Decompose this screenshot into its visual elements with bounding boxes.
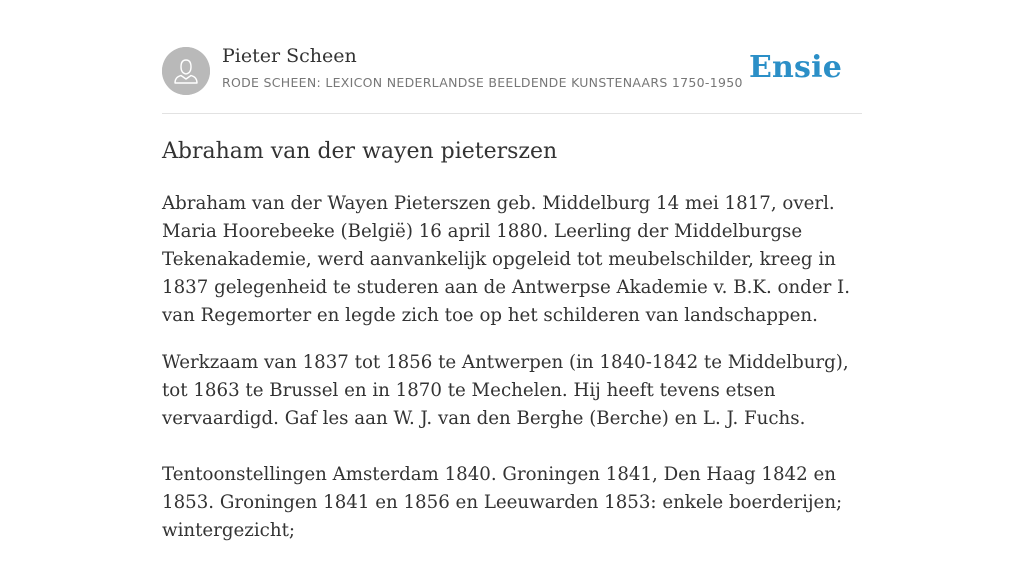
article-header — [162, 0, 862, 114]
page-container — [162, 0, 862, 541]
article-title: Abraham van der wayen pieterszen — [162, 139, 558, 164]
paragraph: Tentoonstellingen Amsterdam 1840. Groningen 1841, Den Haag 1842 en 1853. Groningen 1841 en 1856 en Leeuwarden 1853: enkele boerderijen; wintergezicht; — [162, 464, 843, 541]
article-body — [162, 190, 862, 564]
avatar-graphic — [162, 47, 210, 95]
source-name[interactable]: RODE SCHEEN: LEXICON NEDERLANDSE BEELDENDE KUNSTENAARS 1750-1950 — [222, 75, 743, 90]
person-icon[interactable] — [162, 47, 210, 95]
paragraph: Abraham van der Wayen Pieterszen geb. Middelburg 14 mei 1817, overl. Maria Hoorebeeke (België) 16 april 1880. Leerling der Middelburgse Tekenakademie, werd aanvankelijk opgeleid tot meubelschilder, kreeg in 1837 gelegenheid te studeren aan de Antwerpse Akademie v. B.K. onder I. van Regemorter en legde zich toe op het schilderen van landschappen. — [162, 193, 851, 326]
author-name[interactable]: Pieter Scheen — [222, 45, 357, 67]
paragraph: Werkzaam van 1837 tot 1856 te Antwerpen (in 1840-1842 te Middelburg), tot 1863 te Brussel en in 1870 te Mechelen. Hij heeft tevens etsen vervaardigd. Gaf les aan W. J. van den Berghe (Berche) en L. J. Fuchs. — [162, 352, 849, 429]
ensie-logo[interactable]: Ensie — [748, 50, 842, 85]
